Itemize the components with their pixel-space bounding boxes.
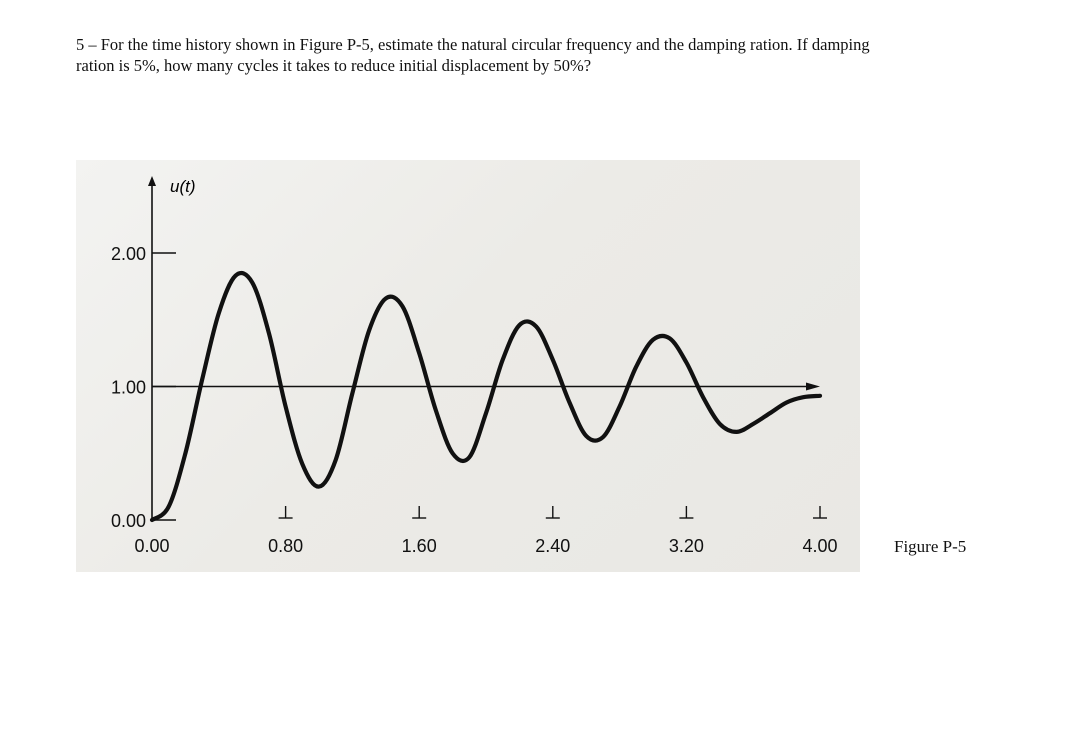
y-axis-label: u(t) [170,177,196,196]
x-tick-label-2: 1.60 [401,536,437,556]
x-tick-label-5: 4.00 [802,536,838,556]
time-history-plot [76,160,860,572]
tick-labels [111,244,838,556]
y-axis-arrow [148,176,156,186]
axes [148,176,820,520]
question-text [76,34,1036,76]
question-line-1: 5 – For the time history shown in Figure P-5, estimate the natural circular frequency and the damping ration. If damping [76,35,870,54]
displacement-curve [152,273,820,520]
x-tick-label-1: 0.80 [268,536,304,556]
y-tick-label-2: 2.00 [110,244,146,264]
y-tick-label-1: 1.00 [110,377,146,398]
figure-caption: Figure P-5 [894,537,967,556]
x-tick-label-0: 0.00 [134,536,170,556]
x-tick-label-4: 3.20 [668,536,704,556]
x-tick-label-3: 2.40 [535,536,571,556]
figure-photo [76,160,860,572]
equilibrium-arrow [806,383,820,391]
y-tick-label-0: 0.00 [110,511,146,531]
question-line-2: ration is 5%, how many cycles it takes to reduce initial displacement by 50%? [76,56,592,75]
